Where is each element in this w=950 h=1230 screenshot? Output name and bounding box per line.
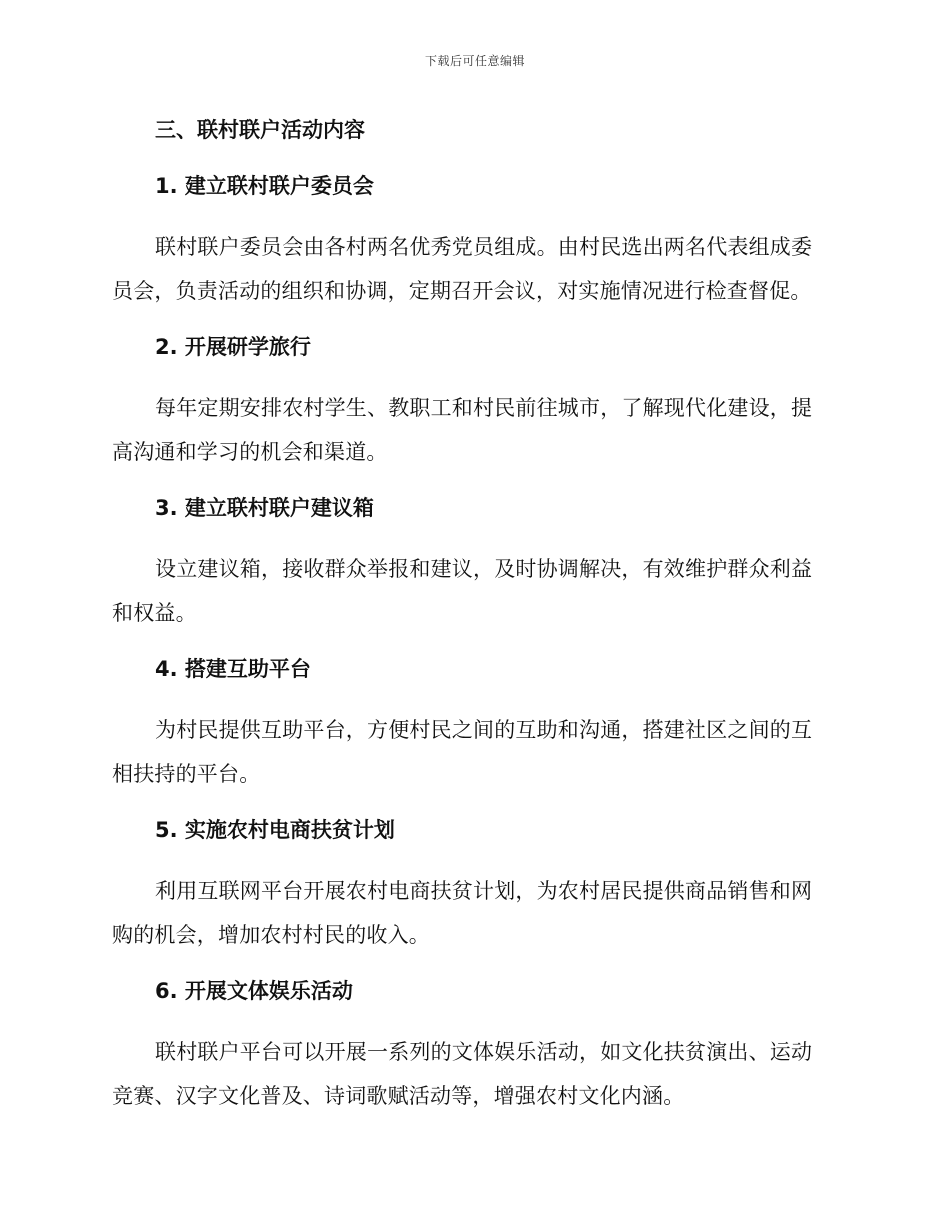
item-heading-5: 5. 实施农村电商扶贫计划: [155, 818, 395, 842]
item-heading-3: 3. 建立联村联户建议箱: [155, 496, 374, 520]
item-paragraph-4: 为村民提供互助平台，方便村民之间的互助和沟通，搭建社区之间的互相扶持的平台。: [112, 718, 813, 786]
item-heading-1: 1. 建立联村联户委员会: [155, 174, 374, 198]
item-heading-6: 6. 开展文体娱乐活动: [155, 979, 353, 1003]
item-paragraph-6: 联村联户平台可以开展一系列的文体娱乐活动，如文化扶贫演出、运动竞赛、汉字文化普及、诗词歌赋活动等，增强农村文化内涵。: [112, 1040, 813, 1108]
header-note: 下载后可任意编辑: [424, 54, 525, 68]
section-title: 三、联村联户活动内容: [155, 118, 365, 142]
item-paragraph-1: 联村联户委员会由各村两名优秀党员组成。由村民选出两名代表组成委员会，负责活动的组织和协调，定期召开会议，对实施情况进行检查督促。: [112, 235, 813, 303]
item-heading-2: 2. 开展研学旅行: [155, 335, 311, 359]
item-paragraph-5: 利用互联网平台开展农村电商扶贫计划，为农村居民提供商品销售和网购的机会，增加农村村民的收入。: [112, 879, 813, 947]
document-body: [112, 112, 832, 1134]
item-paragraph-3: 设立建议箱，接收群众举报和建议，及时协调解决，有效维护群众利益和权益。: [112, 557, 813, 625]
item-paragraph-2: 每年定期安排农村学生、教职工和村民前往城市，了解现代化建设，提高沟通和学习的机会和渠道。: [112, 396, 813, 464]
item-heading-4: 4. 搭建互助平台: [155, 657, 311, 681]
